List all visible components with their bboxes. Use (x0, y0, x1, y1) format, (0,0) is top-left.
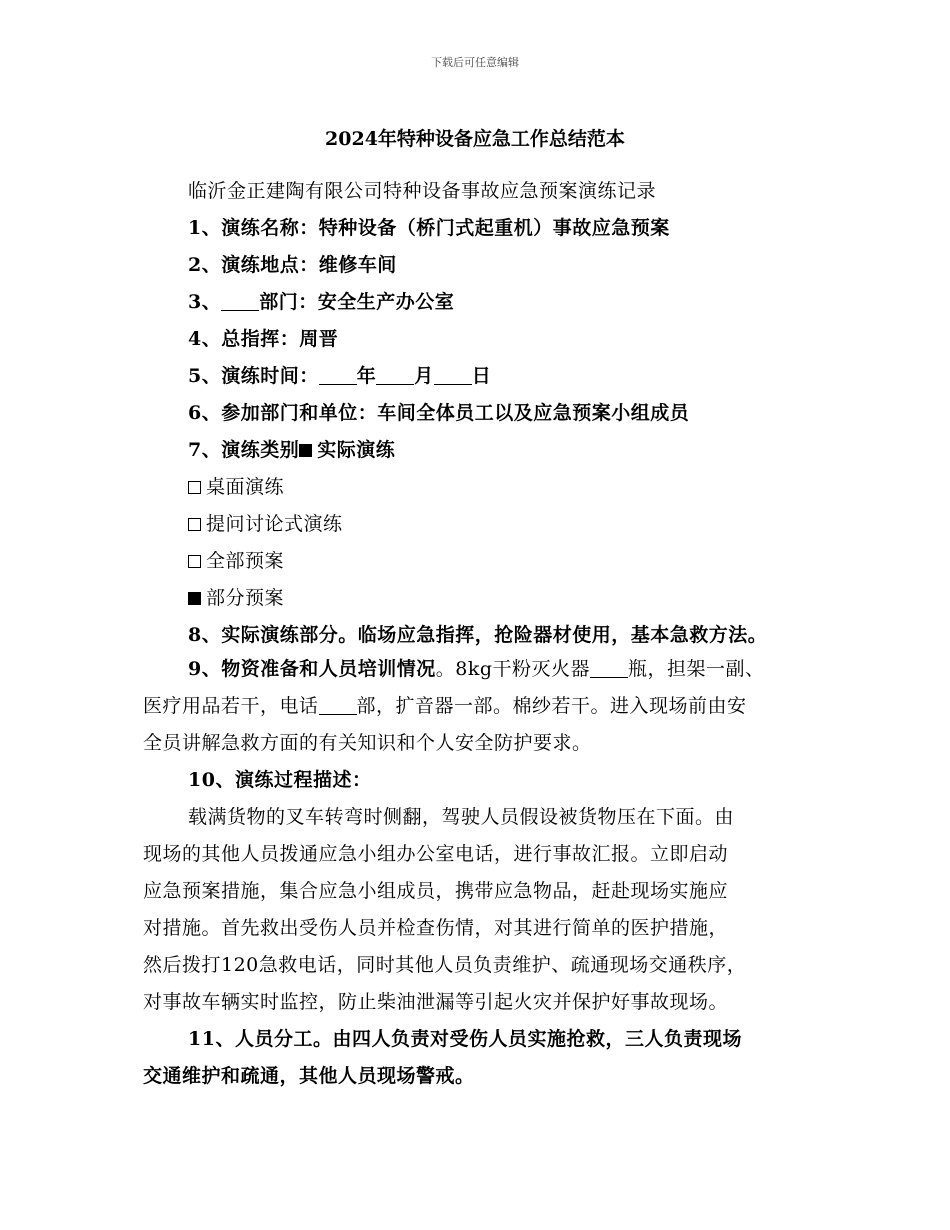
item-9-text: 。8kg干粉灭火器 (435, 658, 590, 680)
item-7-checked-label: 实际演练 (317, 439, 396, 461)
checkbox-item (188, 583, 284, 610)
item-7 (188, 435, 395, 462)
checkbox-label: 部分预案 (206, 587, 285, 609)
item-9-text: 医疗用品若干，电话 (143, 695, 319, 717)
blank-underline (590, 659, 628, 678)
checked-box-icon (188, 592, 201, 605)
empty-checkbox-icon (188, 555, 201, 568)
item-5-year: 年 (356, 365, 377, 387)
item-5-month: 月 (414, 365, 434, 387)
checked-box-icon (299, 444, 312, 457)
item-9-paragraph (143, 651, 823, 762)
item-9-text: 瓶，担架一副、 (628, 658, 765, 680)
blank-underline (319, 696, 357, 715)
item-5 (188, 361, 491, 388)
item-3-prefix: 3、 (188, 291, 222, 313)
empty-checkbox-icon (188, 518, 201, 531)
empty-checkbox-icon (188, 481, 201, 494)
checkbox-item (188, 509, 343, 536)
blank-underline (434, 366, 472, 385)
blank-underline (319, 366, 357, 385)
item-10-line: 应急预案措施，集合应急小组成员，携带应急物品，赶赴现场实施应 (143, 880, 729, 902)
item-10-line: 现场的其他人员拨通应急小组办公室电话，进行事故汇报。立即启动 (143, 843, 729, 865)
checkbox-label: 全部预案 (206, 550, 285, 572)
document-title: 2024年特种设备应急工作总结范本 (325, 128, 625, 150)
item-2: 2、演练地点：维修车间 (188, 254, 397, 276)
item-3-suffix: 部门：安全生产办公室 (259, 291, 455, 313)
item-3 (188, 287, 454, 314)
item-9-line-2 (143, 688, 823, 725)
item-11-line-2: 交通维护和疏通，其他人员现场警戒。 (143, 1065, 475, 1087)
item-10-heading: 10、演练过程描述： (188, 769, 372, 791)
item-9-heading: 9、物资准备和人员培训情况 (188, 658, 436, 680)
item-1: 1、演练名称：特种设备（桥门式起重机）事故应急预案 (188, 217, 670, 239)
item-9-line-1 (143, 651, 823, 688)
item-8: 8、实际演练部分。临场应急指挥，抢险器材使用，基本急救方法。 (188, 624, 768, 646)
item-10-line: 然后拨打120急救电话，同时其他人员负责维护、疏通现场交通秩序， (143, 954, 747, 976)
checkbox-label: 桌面演练 (206, 476, 285, 498)
item-9-line-3: 全员讲解急救方面的有关知识和个人安全防护要求。 (143, 732, 592, 754)
item-11-paragraph (143, 1021, 823, 1095)
item-9-text: 部，扩音器一部。棉纱若干。进入现场前由安 (356, 695, 747, 717)
record-subtitle: 临沂金正建陶有限公司特种设备事故应急预案演练记录 (188, 180, 657, 202)
checkbox-label: 提问讨论式演练 (206, 513, 343, 535)
blank-underline (376, 366, 414, 385)
item-10-line: 对事故车辆实时监控，防止柴油泄漏等引起火灾并保护好事故现场。 (143, 991, 729, 1013)
header-note: 下载后可任意编辑 (431, 56, 519, 69)
item-10-line: 载满货物的叉车转弯时侧翻，驾驶人员假设被货物压在下面。由 (188, 806, 735, 828)
item-11-line-1: 11、人员分工。由四人负责对受伤人员实施抢救，三人负责现场 (188, 1028, 742, 1050)
item-5-day: 日 (471, 365, 492, 387)
item-5-prefix: 5、演练时间： (188, 365, 319, 387)
item-4: 4、总指挥：周晋 (188, 328, 339, 350)
item-6: 6、参加部门和单位：车间全体员工以及应急预案小组成员 (188, 402, 690, 424)
checkbox-item (188, 546, 284, 573)
item-10-line: 对措施。首先救出受伤人员并检查伤情，对其进行简单的医护措施， (143, 917, 729, 939)
item-7-prefix: 7、演练类别 (188, 439, 300, 461)
blank-underline (221, 292, 259, 311)
checkbox-item (188, 472, 284, 499)
item-10-section (143, 762, 823, 1021)
